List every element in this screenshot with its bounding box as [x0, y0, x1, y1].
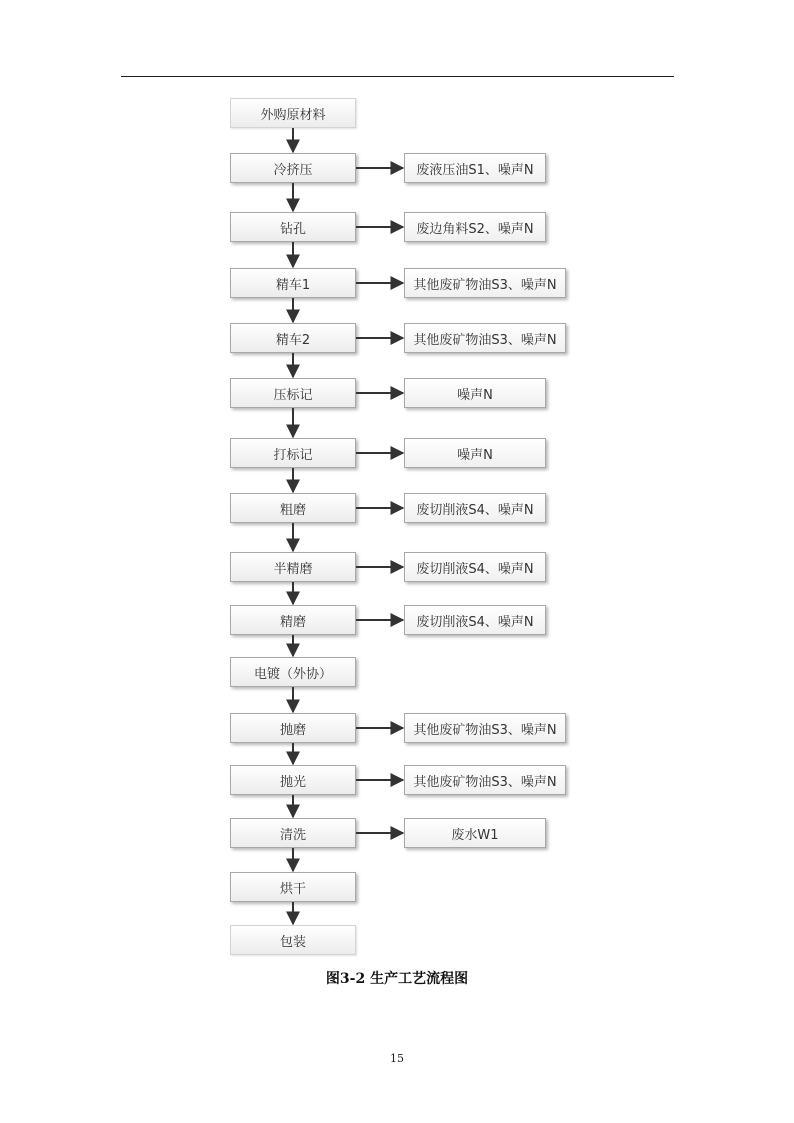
- process-output: 其他废矿物油S3、噪声N: [404, 323, 566, 353]
- process-step: 烘干: [230, 872, 356, 902]
- end-node: 包装: [230, 925, 356, 955]
- process-step: 精磨: [230, 605, 356, 635]
- process-step: 半精磨: [230, 552, 356, 582]
- process-step: 电镀（外协）: [230, 657, 356, 687]
- process-step: 抛磨: [230, 713, 356, 743]
- process-output: 废切削液S4、噪声N: [404, 552, 546, 582]
- process-output: 噪声N: [404, 438, 546, 468]
- process-step: 压标记: [230, 378, 356, 408]
- process-output: 废液压油S1、噪声N: [404, 153, 546, 183]
- process-output: 其他废矿物油S3、噪声N: [404, 268, 566, 298]
- figure-caption: 图3-2 生产工艺流程图: [325, 971, 469, 987]
- process-output: 其他废矿物油S3、噪声N: [404, 713, 566, 743]
- process-step: 钻孔: [230, 212, 356, 242]
- process-output: 噪声N: [404, 378, 546, 408]
- process-step: 粗磨: [230, 493, 356, 523]
- start-node: 外购原材料: [230, 98, 356, 128]
- process-output: 废水W1: [404, 818, 546, 848]
- process-output: 废切削液S4、噪声N: [404, 493, 546, 523]
- process-step: 抛光: [230, 765, 356, 795]
- page-number: 15: [390, 1052, 404, 1065]
- process-output: 废边角料S2、噪声N: [404, 212, 546, 242]
- process-step: 精车2: [230, 323, 356, 353]
- process-step: 精车1: [230, 268, 356, 298]
- process-step: 冷挤压: [230, 153, 356, 183]
- process-output: 废切削液S4、噪声N: [404, 605, 546, 635]
- process-step: 打标记: [230, 438, 356, 468]
- process-output: 其他废矿物油S3、噪声N: [404, 765, 566, 795]
- process-step: 清洗: [230, 818, 356, 848]
